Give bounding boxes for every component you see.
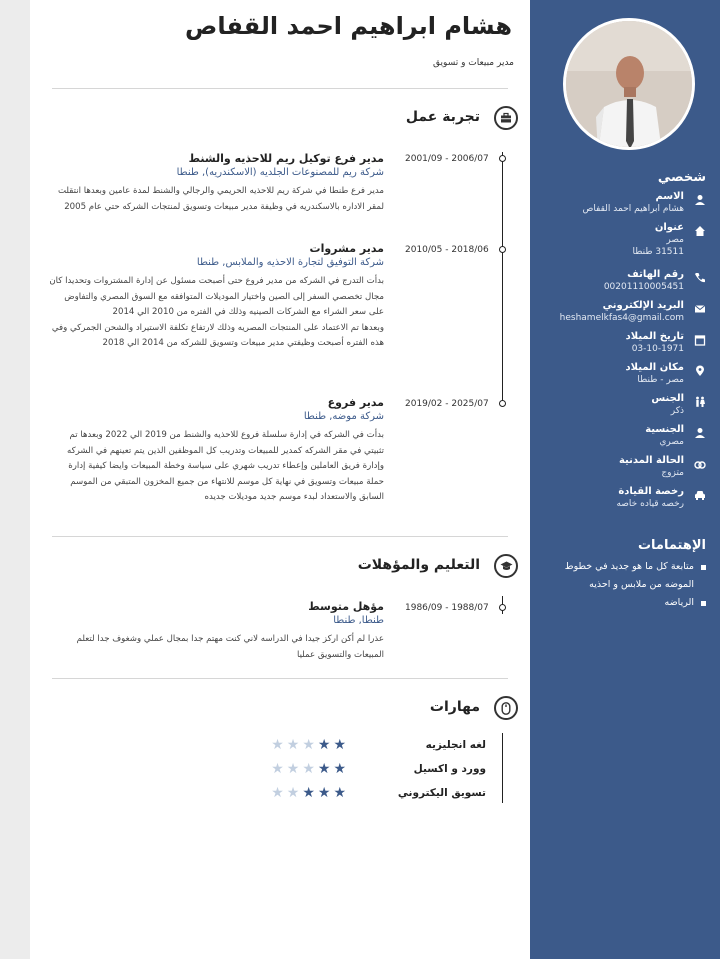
entry-description: بدأت في الشركه في إدارة سلسلة فروع للاحذيه والشنط من 2019 الي 2022 وبعدها تم تثبيتي في مقر الشركه كمدير للمبيعات وتدريب كل الموظفين الذين يتم تعينهم في الشركه وإدارة فريق العاملين وإعطاء تدريب شهري على سياسة وخطة المبيعات وايضا كيفية إدارة حملة مبيعات وتسويق في نهاية كل موسم للانتهاء من جميع المخزون المتبقي من الموسم السابق والاستعداد لبدء موسم جديد موديلات جديده [66,430,384,502]
entry-date: 2019/02 - 2025/07 [405,399,489,409]
graduation-cap-icon [494,554,518,578]
calendar-icon [690,331,706,358]
interest-item: الرياضه [546,594,706,612]
star-icon: ★ [333,785,346,801]
star-icon: ★ [286,761,300,777]
work-entry [49,152,384,215]
person-icon [690,424,706,451]
skill-row [246,762,486,776]
star-icon: ★ [317,785,331,801]
phone-icon [690,269,706,296]
personal-item-nationality [546,423,706,451]
star-icon: ★ [317,737,331,753]
timeline-dot [499,246,506,253]
personal-item-marital [546,454,706,482]
mouse-icon [494,696,518,720]
skill-rating [271,738,346,752]
email-icon [690,300,706,327]
personal-label: الاسم [655,191,684,202]
personal-info-list [546,190,706,516]
skill-name: لغه انجليزيه [425,739,486,751]
personal-label: عنوان [654,222,684,233]
timeline-dot [499,604,506,611]
star-icon: ★ [317,761,331,777]
star-icon: ★ [271,737,284,753]
personal-item-email [546,299,706,327]
personal-item-name [546,190,706,218]
timeline-dot [499,400,506,407]
interest-item: متابعة كل ما هو جديد في خطوط الموضه من ملابس و احذيه [546,558,706,594]
personal-item-license [546,485,706,513]
interests-section-title: الإهتمامات [637,538,706,553]
work-timeline [502,152,503,405]
education-entry [49,600,384,663]
car-icon [690,486,706,513]
rings-icon [690,455,706,482]
divider [52,678,508,679]
work-entry [49,242,384,352]
personal-label: الجنسية [645,424,684,435]
work-section-title: تجربة عمل [405,109,480,125]
personal-value: مصر - طنطا [637,375,684,385]
star-icon: ★ [286,737,300,753]
personal-section-title: شخصي [657,170,706,185]
entry-organization: شركة موضه, طنطا [303,411,384,422]
star-icon: ★ [302,737,315,753]
entry-date: 1986/09 - 1988/07 [405,603,489,613]
personal-value: 00201110005451 [603,282,684,292]
entry-organization: شركة التوفيق لتجارة الاحذيه والملابس, طنطا [196,257,384,268]
skill-rating [271,762,346,776]
briefcase-icon [494,106,518,130]
star-icon: ★ [286,785,300,801]
star-icon: ★ [271,761,284,777]
star-icon: ★ [302,761,315,777]
personal-value: مصري [659,437,684,447]
entry-title: مدير فرع توكيل ريم للاحذيه والشنط [188,152,384,165]
divider [52,88,508,89]
skill-name: تسويق اليكتروني [397,787,486,799]
personal-label: مكان الميلاد [625,362,684,373]
personal-label: رقم الهاتف [627,269,684,280]
personal-label: رخصة القيادة [618,486,684,497]
work-entry [49,396,384,506]
personal-value: هشام ابراهيم احمد القفاص [582,204,684,214]
personal-item-address [546,221,706,265]
personal-label: البريد الإلكتروني [602,300,684,311]
personal-value: رخصه قياده خاصه [616,499,684,509]
personal-label: الجنس [651,393,684,404]
full-name: هشام ابراهيم احمد القفاص [185,12,512,40]
timeline-dot [499,155,506,162]
entry-description: عذرا لم أكن اركز جيدا في الدراسه لاني كنت مهتم جدا بمجال عملي وشغوف جدا لتعلم المبيعات والتسويق عمليا [76,634,384,660]
entry-date: 2010/05 - 2018/06 [405,245,489,255]
entry-title: مدير مشروات [309,242,384,255]
personal-value: heshamelkfas4@gmail.com [559,313,684,323]
person-icon [690,191,706,218]
personal-item-gender [546,392,706,420]
gender-icon [690,393,706,420]
job-role: مدير مبيعات و تسويق [433,58,514,68]
entry-description: بدأت التدرج في الشركه من مدير فروع حتى أصبحت مسئول عن إدارة المشتروات وتحديدا كان مجال تخصصي السفر إلى الصين واختيار الموديلات المتوافقه مع السوق المصري والتفاوض على سعر الشراء مع الشركات الصينيه وذلك في الفتره من 2010 الي 2014 وبعدها تم الاعتماد على المنتجات المصريه وذلك لارتفاع تكلفة الاستيراد والشحن الجمركي وفي هذه الفتره أصبحت وظيفتي مدير مبيعات وتسويق للشركه من 2014 الي 2018 [49,276,384,348]
personal-label: تاريخ الميلاد [625,331,684,342]
personal-label: الحالة المدنية [618,455,684,466]
skill-row [246,786,486,800]
entry-date: 2001/09 - 2006/07 [405,154,489,164]
personal-value: مصر 31511 طنطا [632,235,684,257]
star-icon: ★ [271,785,284,801]
personal-item-birthplace [546,361,706,389]
personal-item-phone [546,268,706,296]
entry-organization: شركة ريم للمصنوعات الجلديه (الاسكندريه), طنطا [176,167,384,178]
entry-organization: طنطا, طنطا [333,615,384,626]
personal-value: ذكر [670,406,684,416]
education-section-title: التعليم والمؤهلات [357,557,480,573]
home-icon [690,222,706,265]
skill-rating [271,786,346,800]
star-icon: ★ [333,761,346,777]
profile-photo [563,18,695,150]
skills-line [502,733,503,803]
personal-item-birthdate [546,330,706,358]
entry-title: مؤهل متوسط [308,600,384,613]
skill-name: وورد و اكسيل [413,763,486,775]
location-icon [690,362,706,389]
sidebar [530,0,720,959]
personal-value: 03-10-1971 [631,344,684,354]
star-icon: ★ [333,737,346,753]
entry-description: مدير فرع طنطا في شركة ريم للاحذيه الحريمي والرجالي والشنط لمدة عامين وبعدها انتقلت لمقر الاداره بالاسكندريه في وظيفة مدير مبيعات وتسويق لمنتجات الشركه حتي عام 2005 [57,186,384,212]
star-icon: ★ [302,785,315,801]
entry-title: مدير فروع [327,396,384,409]
interests-list [546,558,706,612]
skill-row [246,738,486,752]
skills-section-title: مهارات [429,699,480,715]
personal-value: متزوج [661,468,684,478]
divider [52,536,508,537]
